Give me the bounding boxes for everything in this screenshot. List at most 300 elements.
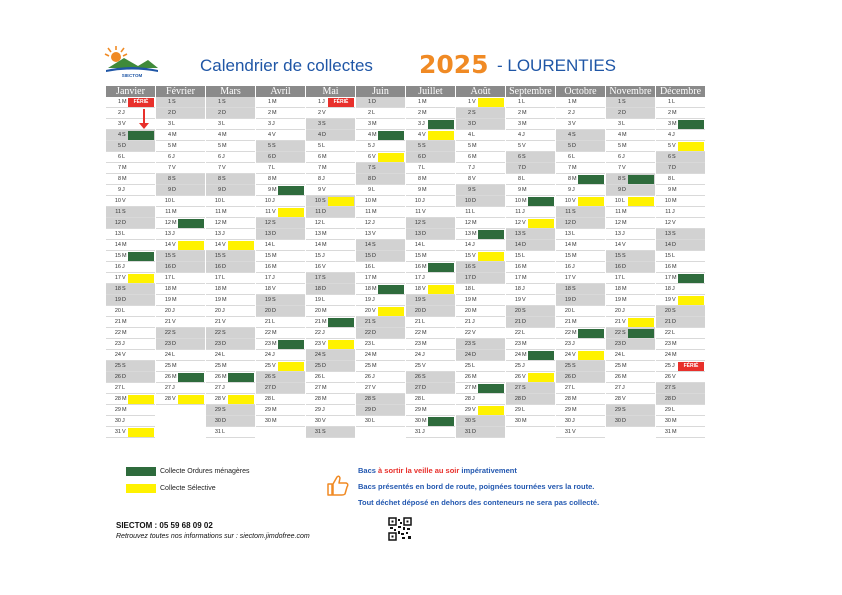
day-letter: M (472, 308, 477, 314)
day-cell (656, 152, 705, 163)
day-cell (406, 372, 455, 383)
day-number: 22 (264, 330, 271, 336)
day-letter: M (122, 330, 127, 336)
day-cell (156, 163, 205, 174)
day-cell (456, 317, 505, 328)
day-cell (656, 383, 705, 394)
day-number: 5 (317, 143, 321, 149)
day-number: 8 (417, 176, 421, 182)
day-number: 28 (164, 396, 171, 402)
day-cell (356, 163, 405, 174)
day-number: 2 (367, 110, 371, 116)
day-number: 13 (414, 231, 421, 237)
ferie-badge: FÉRIÉ (678, 362, 704, 371)
day-letter: L (672, 99, 676, 105)
day-letter: J (122, 418, 125, 424)
day-number: 18 (314, 286, 321, 292)
selective-marker (128, 395, 154, 404)
day-number: 10 (214, 198, 221, 204)
day-number: 11 (265, 209, 271, 215)
day-number: 4 (617, 132, 621, 138)
day-letter: D (522, 242, 526, 248)
day-number: 24 (414, 352, 421, 358)
day-letter: V (672, 220, 676, 226)
day-letter: J (572, 187, 575, 193)
day-letter: L (122, 154, 126, 160)
day-cell (206, 218, 255, 229)
day-letter: V (122, 429, 126, 435)
day-letter: D (322, 132, 326, 138)
contact-website: Retrouvez toutes nos informations sur : siectom.jimdofree.com (116, 533, 310, 540)
day-letter: D (672, 165, 676, 171)
day-cell (356, 174, 405, 185)
day-number: 15 (364, 253, 371, 259)
day-letter: J (222, 231, 225, 237)
day-number: 5 (367, 143, 371, 149)
day-letter: L (572, 385, 576, 391)
day-letter: M (522, 110, 527, 116)
day-letter: J (272, 275, 275, 281)
day-cell (606, 97, 655, 108)
day-letter: S (172, 176, 176, 182)
day-letter: V (222, 319, 226, 325)
day-number: 25 (264, 363, 271, 369)
day-letter: S (672, 154, 676, 160)
month-header: Octobre (556, 86, 605, 97)
day-number: 21 (314, 319, 321, 325)
day-letter: L (272, 165, 276, 171)
day-number: 10 (564, 198, 571, 204)
day-number: 8 (367, 176, 371, 182)
day-cell (256, 405, 305, 416)
day-letter: V (672, 297, 676, 303)
day-letter: M (272, 407, 277, 413)
day-number: 5 (217, 143, 221, 149)
day-letter: L (422, 319, 426, 325)
day-number: 29 (614, 407, 621, 413)
day-number: 20 (264, 308, 271, 314)
day-cell (606, 394, 655, 405)
day-letter: V (422, 286, 426, 292)
day-cell (206, 394, 255, 405)
day-letter: L (672, 176, 676, 182)
day-letter: V (472, 253, 476, 259)
day-cell (206, 416, 255, 427)
day-cell (206, 405, 255, 416)
day-cell (506, 350, 555, 361)
day-letter: J (422, 429, 425, 435)
day-letter: V (372, 231, 376, 237)
day-number: 28 (464, 396, 471, 402)
day-number: 5 (417, 143, 421, 149)
day-letter: V (322, 187, 326, 193)
day-number: 9 (167, 187, 171, 193)
day-number: 13 (514, 231, 521, 237)
day-cell (306, 350, 355, 361)
day-letter: M (172, 220, 177, 226)
day-letter: D (622, 187, 626, 193)
day-letter: S (222, 407, 226, 413)
day-letter: D (372, 176, 376, 182)
day-letter: D (422, 308, 426, 314)
day-cell (206, 295, 255, 306)
day-number: 8 (317, 176, 321, 182)
day-letter: D (122, 143, 126, 149)
day-number: 20 (464, 308, 471, 314)
day-number: 16 (514, 264, 521, 270)
day-number: 25 (514, 363, 521, 369)
day-cell (106, 185, 155, 196)
day-number: 4 (317, 132, 321, 138)
day-number: 25 (214, 363, 221, 369)
day-cell (456, 372, 505, 383)
info-line-2: Bacs présentés en bord de route, poignées tournées vers la route. (358, 482, 595, 491)
day-number: 4 (367, 132, 371, 138)
day-number: 31 (314, 429, 321, 435)
day-number: 13 (614, 231, 621, 237)
day-letter: S (472, 187, 476, 193)
day-letter: M (672, 121, 677, 127)
day-letter: D (372, 330, 376, 336)
day-cell (256, 284, 305, 295)
day-number: 11 (165, 209, 171, 215)
day-letter: D (222, 110, 226, 116)
day-cell (106, 207, 155, 218)
day-cell (556, 405, 605, 416)
day-cell (206, 207, 255, 218)
day-number: 16 (614, 264, 621, 270)
day-cell (606, 141, 655, 152)
day-cell (606, 229, 655, 240)
day-number: 4 (167, 132, 171, 138)
day-number: 27 (264, 385, 271, 391)
day-letter: J (222, 308, 225, 314)
day-cell (606, 218, 655, 229)
day-number: 12 (314, 220, 321, 226)
month-header: Février (156, 86, 205, 97)
day-cell (606, 350, 655, 361)
day-cell (256, 394, 305, 405)
day-letter: L (322, 374, 326, 380)
day-letter: L (322, 220, 326, 226)
day-cell (406, 306, 455, 317)
day-cell (556, 394, 605, 405)
day-cell (406, 317, 455, 328)
month-header: Septembre (506, 86, 555, 97)
day-letter: J (322, 330, 325, 336)
day-cell (656, 141, 705, 152)
day-cell (606, 372, 655, 383)
day-letter: S (172, 99, 176, 105)
day-cell (456, 108, 505, 119)
day-number: 28 (214, 396, 221, 402)
day-letter: V (272, 286, 276, 292)
day-letter: M (172, 132, 177, 138)
day-cell (206, 361, 255, 372)
day-letter: S (372, 165, 376, 171)
selective-marker (478, 98, 504, 107)
day-number: 29 (664, 407, 671, 413)
day-cell (456, 240, 505, 251)
day-cell (556, 229, 605, 240)
qr-code-icon (388, 517, 412, 541)
day-cell (256, 383, 305, 394)
day-letter: M (472, 154, 477, 160)
day-number: 21 (464, 319, 471, 325)
day-cell (206, 185, 255, 196)
day-letter: L (472, 363, 476, 369)
ordures-marker (478, 384, 504, 393)
ordures-marker (528, 197, 554, 206)
day-cell (556, 284, 605, 295)
day-cell (656, 174, 705, 185)
month-header: Juillet (406, 86, 455, 97)
day-letter: D (172, 341, 176, 347)
day-number: 22 (114, 330, 121, 336)
day-cell (656, 108, 705, 119)
ordures-marker (128, 131, 154, 140)
ordures-marker (428, 417, 454, 426)
day-cell (156, 350, 205, 361)
day-number: 17 (214, 275, 221, 281)
day-letter: J (472, 396, 475, 402)
day-cell (456, 141, 505, 152)
day-cell (506, 207, 555, 218)
day-number: 5 (117, 143, 121, 149)
day-cell (456, 416, 505, 427)
day-cell (456, 119, 505, 130)
day-number: 13 (264, 231, 271, 237)
day-cell (506, 328, 555, 339)
day-number: 28 (364, 396, 371, 402)
day-cell (506, 383, 555, 394)
day-cell (506, 339, 555, 350)
day-letter: M (622, 297, 627, 303)
day-cell (456, 394, 505, 405)
thumbs-up-icon (326, 474, 350, 496)
day-cell (356, 108, 405, 119)
day-letter: V (122, 352, 126, 358)
day-letter: L (222, 352, 226, 358)
day-number: 6 (267, 154, 271, 160)
day-number: 29 (364, 407, 371, 413)
day-letter: S (622, 99, 626, 105)
day-number: 15 (514, 253, 521, 259)
day-cell (456, 383, 505, 394)
day-number: 14 (414, 242, 421, 248)
day-number: 24 (564, 352, 571, 358)
day-cell (306, 416, 355, 427)
day-letter: D (472, 352, 476, 358)
day-cell (306, 405, 355, 416)
day-cell (456, 185, 505, 196)
day-letter: V (422, 363, 426, 369)
day-letter: S (522, 154, 526, 160)
day-number: 3 (567, 121, 571, 127)
day-letter: M (422, 407, 427, 413)
day-letter: S (572, 209, 576, 215)
day-number: 17 (414, 275, 421, 281)
day-cell (356, 295, 405, 306)
ordures-marker (678, 120, 704, 129)
day-number: 2 (117, 110, 121, 116)
day-letter: D (122, 374, 126, 380)
day-number: 8 (267, 176, 271, 182)
day-cell (506, 119, 555, 130)
day-number: 27 (214, 385, 221, 391)
day-letter: M (122, 253, 127, 259)
day-number: 6 (167, 154, 171, 160)
day-cell (506, 196, 555, 207)
day-number: 2 (317, 110, 321, 116)
day-cell (506, 163, 555, 174)
info-line-1: Bacs à sortir la veille au soir impérativement (358, 466, 517, 475)
day-letter: L (572, 231, 576, 237)
day-letter: D (222, 264, 226, 270)
day-number: 24 (214, 352, 221, 358)
day-cell (406, 207, 455, 218)
day-cell (206, 427, 255, 438)
day-cell (456, 251, 505, 262)
month-header: Novembre (606, 86, 655, 97)
day-letter: V (622, 396, 626, 402)
day-number: 30 (414, 418, 421, 424)
day-letter: M (522, 187, 527, 193)
day-number: 30 (564, 418, 571, 424)
day-cell (506, 251, 555, 262)
contact-phone: SIECTOM : 05 59 68 09 02 (116, 521, 213, 530)
month-header: Août (456, 86, 505, 97)
month-header: Décembre (656, 86, 705, 97)
day-cell (156, 218, 205, 229)
day-letter: L (622, 275, 626, 281)
day-number: 11 (365, 209, 371, 215)
day-number: 3 (467, 121, 471, 127)
day-letter: M (372, 209, 377, 215)
day-letter: S (422, 297, 426, 303)
day-number: 19 (214, 297, 221, 303)
day-number: 7 (517, 165, 521, 171)
day-letter: M (672, 264, 677, 270)
day-letter: M (622, 143, 627, 149)
day-cell (556, 174, 605, 185)
day-number: 16 (564, 264, 571, 270)
day-letter: S (572, 286, 576, 292)
day-number: 9 (317, 187, 321, 193)
day-letter: M (172, 286, 177, 292)
day-cell (256, 262, 305, 273)
day-letter: L (372, 418, 376, 424)
day-number: 17 (614, 275, 621, 281)
day-letter: M (672, 198, 677, 204)
day-number: 15 (214, 253, 221, 259)
day-cell (556, 97, 605, 108)
day-number: 10 (614, 198, 621, 204)
day-number: 24 (364, 352, 371, 358)
day-number: 19 (314, 297, 321, 303)
day-letter: V (372, 154, 376, 160)
day-number: 4 (417, 132, 421, 138)
day-letter: L (372, 341, 376, 347)
day-letter: J (472, 319, 475, 325)
day-number: 27 (414, 385, 421, 391)
ordures-marker (428, 263, 454, 272)
day-letter: V (272, 132, 276, 138)
day-number: 15 (414, 253, 421, 259)
day-number: 26 (164, 374, 171, 380)
day-cell (556, 251, 605, 262)
day-number: 14 (564, 242, 571, 248)
day-number: 20 (514, 308, 521, 314)
day-letter: S (272, 143, 276, 149)
day-letter: M (622, 220, 627, 226)
day-number: 18 (564, 286, 571, 292)
day-letter: M (422, 110, 427, 116)
day-letter: V (422, 209, 426, 215)
ordures-marker (528, 351, 554, 360)
day-number: 16 (414, 264, 421, 270)
day-cell (256, 152, 305, 163)
day-cell (506, 295, 555, 306)
day-letter: L (522, 99, 526, 105)
day-number: 10 (164, 198, 171, 204)
day-number: 4 (467, 132, 471, 138)
selective-marker (128, 428, 154, 437)
day-number: 7 (617, 165, 621, 171)
day-cell (106, 262, 155, 273)
day-letter: S (322, 198, 326, 204)
day-cell (106, 394, 155, 405)
day-letter: J (422, 352, 425, 358)
day-cell (356, 339, 405, 350)
day-letter: J (372, 297, 375, 303)
page-title: Calendrier de collectes (200, 56, 373, 75)
day-letter: S (572, 132, 576, 138)
day-letter: L (122, 385, 126, 391)
day-letter: M (422, 187, 427, 193)
day-letter: L (272, 319, 276, 325)
day-cell (656, 328, 705, 339)
day-letter: L (522, 330, 526, 336)
day-letter: M (622, 363, 627, 369)
day-number: 3 (367, 121, 371, 127)
day-cell (306, 163, 355, 174)
day-number: 1 (567, 99, 571, 105)
day-number: 26 (214, 374, 221, 380)
day-cell (406, 152, 455, 163)
day-letter: D (272, 231, 276, 237)
day-number: 25 (164, 363, 171, 369)
day-letter: M (672, 352, 677, 358)
day-cell (656, 218, 705, 229)
day-cell (156, 273, 205, 284)
day-cell (556, 339, 605, 350)
day-number: 1 (367, 99, 371, 105)
day-cell (356, 284, 405, 295)
day-cell (156, 130, 205, 141)
day-number: 21 (414, 319, 421, 325)
day-number: 1 (617, 99, 621, 105)
day-letter: V (172, 319, 176, 325)
day-cell (206, 306, 255, 317)
day-number: 26 (664, 374, 671, 380)
day-letter: L (422, 165, 426, 171)
day-cell (256, 119, 305, 130)
day-letter: D (572, 143, 576, 149)
day-letter: D (222, 418, 226, 424)
day-letter: S (222, 176, 226, 182)
day-cell (656, 295, 705, 306)
